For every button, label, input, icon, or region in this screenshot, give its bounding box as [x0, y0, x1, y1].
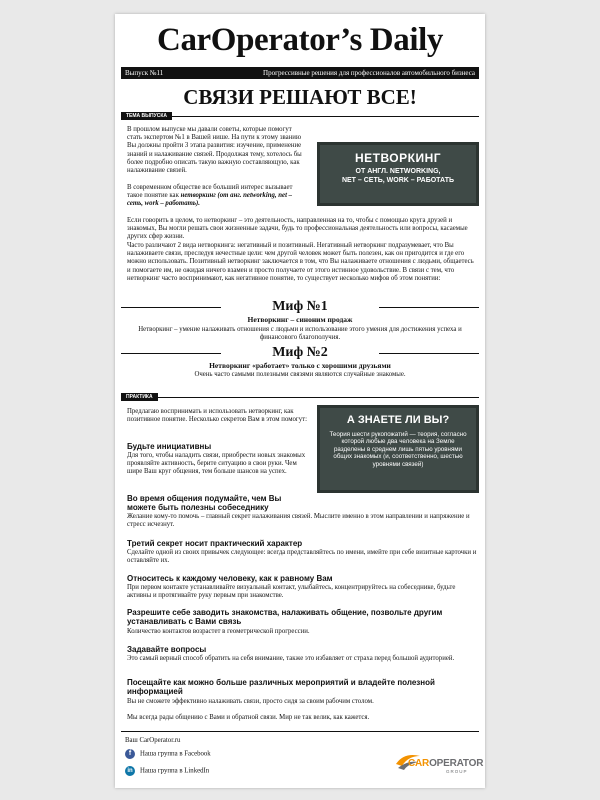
- linkedin-group-link[interactable]: [125, 766, 209, 777]
- tip6-title: Задавайте вопросы: [127, 645, 207, 654]
- tip2-title: Во время общения подумайте, чем Вы можете быть полезны собеседнику: [127, 494, 282, 513]
- footer-site-link[interactable]: Ваш CarOperator.ru: [125, 737, 181, 744]
- intro-paragraph: В прошлом выпуске мы давали советы, которые помогут стать экспертом №1 в Вашей нише. На пути к этому званию Вы должны пройти 3 этапа развития: изучение, применение знаний и налаживание связей. Продолжая тему, хотелось бы более подробно описать такую важную составляющую, как налаживание связей.: [127, 126, 302, 175]
- did-you-know-chalkboard: [317, 405, 479, 493]
- chalkboard-line2: NET – СЕТЬ, WORK – РАБОТАТЬ: [341, 177, 455, 184]
- definition-paragraph-end: Если говорить в целом, то нетворкинг – это деятельность, направленная на то, чтобы с помощью круга друзей и знакомых, Вы могли решать свои жизненные задачи, будь то профессиональная деятельность или вопросы, касаемые других сфер жизни.: [127, 217, 468, 241]
- masthead-title: CarOperator’s Daily: [157, 22, 443, 58]
- closing-text: Мы всегда рады общению с Вами и обратной связи. Мир не так велик, как кажется.: [127, 714, 370, 721]
- section-rule: [121, 397, 479, 398]
- linkedin-link-label: Наша группа в LinkedIn: [140, 767, 210, 775]
- tip3-text: Сделайте одной из своих привычек следующее: всегда представляйтесь по имени, имейте при себе визитные карточки и оставляйте их.: [127, 549, 477, 565]
- section-rule: [121, 116, 479, 117]
- tip5-title: Разрешите себе заводить знакомства, налаживать общение, позвольте другим устанавливать с Вами связь: [127, 608, 443, 627]
- tip6-text: Это самый верный способ обратить на себя внимание, также это избавляет от страха перед большой аудиторией.: [127, 655, 455, 662]
- practice-intro: Предлагаю воспринимать и использовать нетворкинг, как позитивное понятие. Несколько секретов Вам в этом помогут:: [127, 408, 307, 424]
- tip7-text: Вы не сможете эффективно налаживать связи, просто сидя за своим рабочим столом.: [127, 698, 374, 705]
- tip1-text: Для того, чтобы наладить связи, приобрести новых знакомых проявляйте активность, берите ситуацию в свои руки. Чем шире Ваш круг общения, тем больше шансов на успех.: [127, 452, 306, 476]
- networking-chalkboard: [317, 142, 479, 206]
- definition-paragraph-start: [127, 184, 307, 209]
- tip7-title: Посещайте как можно больше различных мероприятий и владейте полезной информацией: [127, 678, 435, 697]
- myth1-title: Миф №1: [272, 299, 328, 314]
- section-label-practice: ПРАКТИКА: [121, 393, 158, 401]
- myth2-text: Очень часто самыми полезными связями являются случайные знакомые.: [194, 371, 406, 378]
- headline: СВЯЗИ РЕШАЮТ ВСЕ!: [183, 85, 417, 109]
- myth2-subtitle: Нетворкинг «работает» только с хорошими друзьями: [209, 361, 391, 370]
- myth1-subtitle: Нетворкинг – синоним продаж: [247, 315, 353, 324]
- tip4-title: Относитесь к каждому человеку, как к равному Вам: [127, 574, 333, 583]
- section-label-topic: ТЕМА ВЫПУСКА: [121, 112, 172, 120]
- section-bar-topic: [121, 112, 479, 120]
- definition-text-a: В современном обществе все больший интерес вызывает такое понятие как: [127, 184, 293, 200]
- issue-tagline: Прогрессивные решения для профессионалов автомобильного бизнеса: [263, 69, 475, 77]
- myth1-header: [121, 299, 479, 315]
- myth2-title: Миф №2: [272, 345, 328, 360]
- chalkboard-title: НЕТВОРКИНГ: [354, 151, 442, 165]
- newsletter-page: [115, 14, 485, 788]
- tip2-text: Желание кому-то помочь – главный секрет налаживания связей. Мыслите именно в этом направлении и напряжение и стресс исчезнут.: [127, 513, 470, 529]
- tip5-text: Количество контактов возрастет в геометрической прогрессии.: [127, 628, 310, 635]
- did-you-know-text: Теория шести рукопожатий — теория, согласно которой любые два человека на Земле разделены в среднем лишь пятью уровнями общих знакомых (и, соответственно, шестью уровнями связей): [329, 431, 467, 468]
- facebook-group-link[interactable]: [125, 749, 211, 760]
- myth1-text: Нетворкинг – умение налаживать отношения с людьми и использование этого умения для достижения успеха и финансового благополучия.: [138, 326, 462, 342]
- tip1-title: Будьте инициативны: [127, 442, 212, 451]
- tip3-title: Третий секрет носит практический характер: [127, 539, 303, 548]
- tip4-text: При первом контакте устанавливайте визуальный контакт, улыбайтесь, концентрируйтесь на собеседнике, будьте активны и протягивайте руку первым при знакомстве.: [127, 584, 456, 600]
- myth2-header: [121, 345, 479, 361]
- logo-subtitle: GROUP: [446, 769, 468, 774]
- issue-bar: [121, 67, 479, 79]
- definition-term: нетворкинг (от анг. networking, net – сеть, work – работать).: [127, 192, 293, 208]
- chalkboard-line1: ОТ АНГЛ. NETWORKING,: [355, 168, 441, 175]
- facebook-link-label: Наша группа в Facebook: [140, 750, 211, 758]
- did-you-know-title: А ЗНАЕТЕ ЛИ ВЫ?: [346, 414, 450, 426]
- caroperator-logo: [394, 750, 484, 780]
- logo-wordmark: CAROPERATOR: [408, 758, 484, 769]
- issue-number: Выпуск №11: [125, 69, 164, 77]
- types-paragraph: Часто различают 2 вида нетворкинга: негативный и позитивный. Негативный нетворкинг подразумевает, что Вы налаживаете связи, преследуя нечестные цели: чем другой человек может быть полезен, как он пригодится и где его можно использовать. Позитивный нетворкинг заключается в том, что Вы налаживаете отношения с людьми, общаетесь и помогаете им, не ожидая ничего взамен и просто получаете от этого истинное удовольствие. В связи с тем, что нетворкинг часто воспринимают, как негативное понятие, то существует несколько мифов об этом понятии:: [127, 242, 474, 282]
- footer-rule: [121, 731, 479, 732]
- facebook-icon: f: [125, 749, 135, 759]
- linkedin-icon: in: [125, 766, 135, 776]
- section-bar-practice: [121, 393, 479, 401]
